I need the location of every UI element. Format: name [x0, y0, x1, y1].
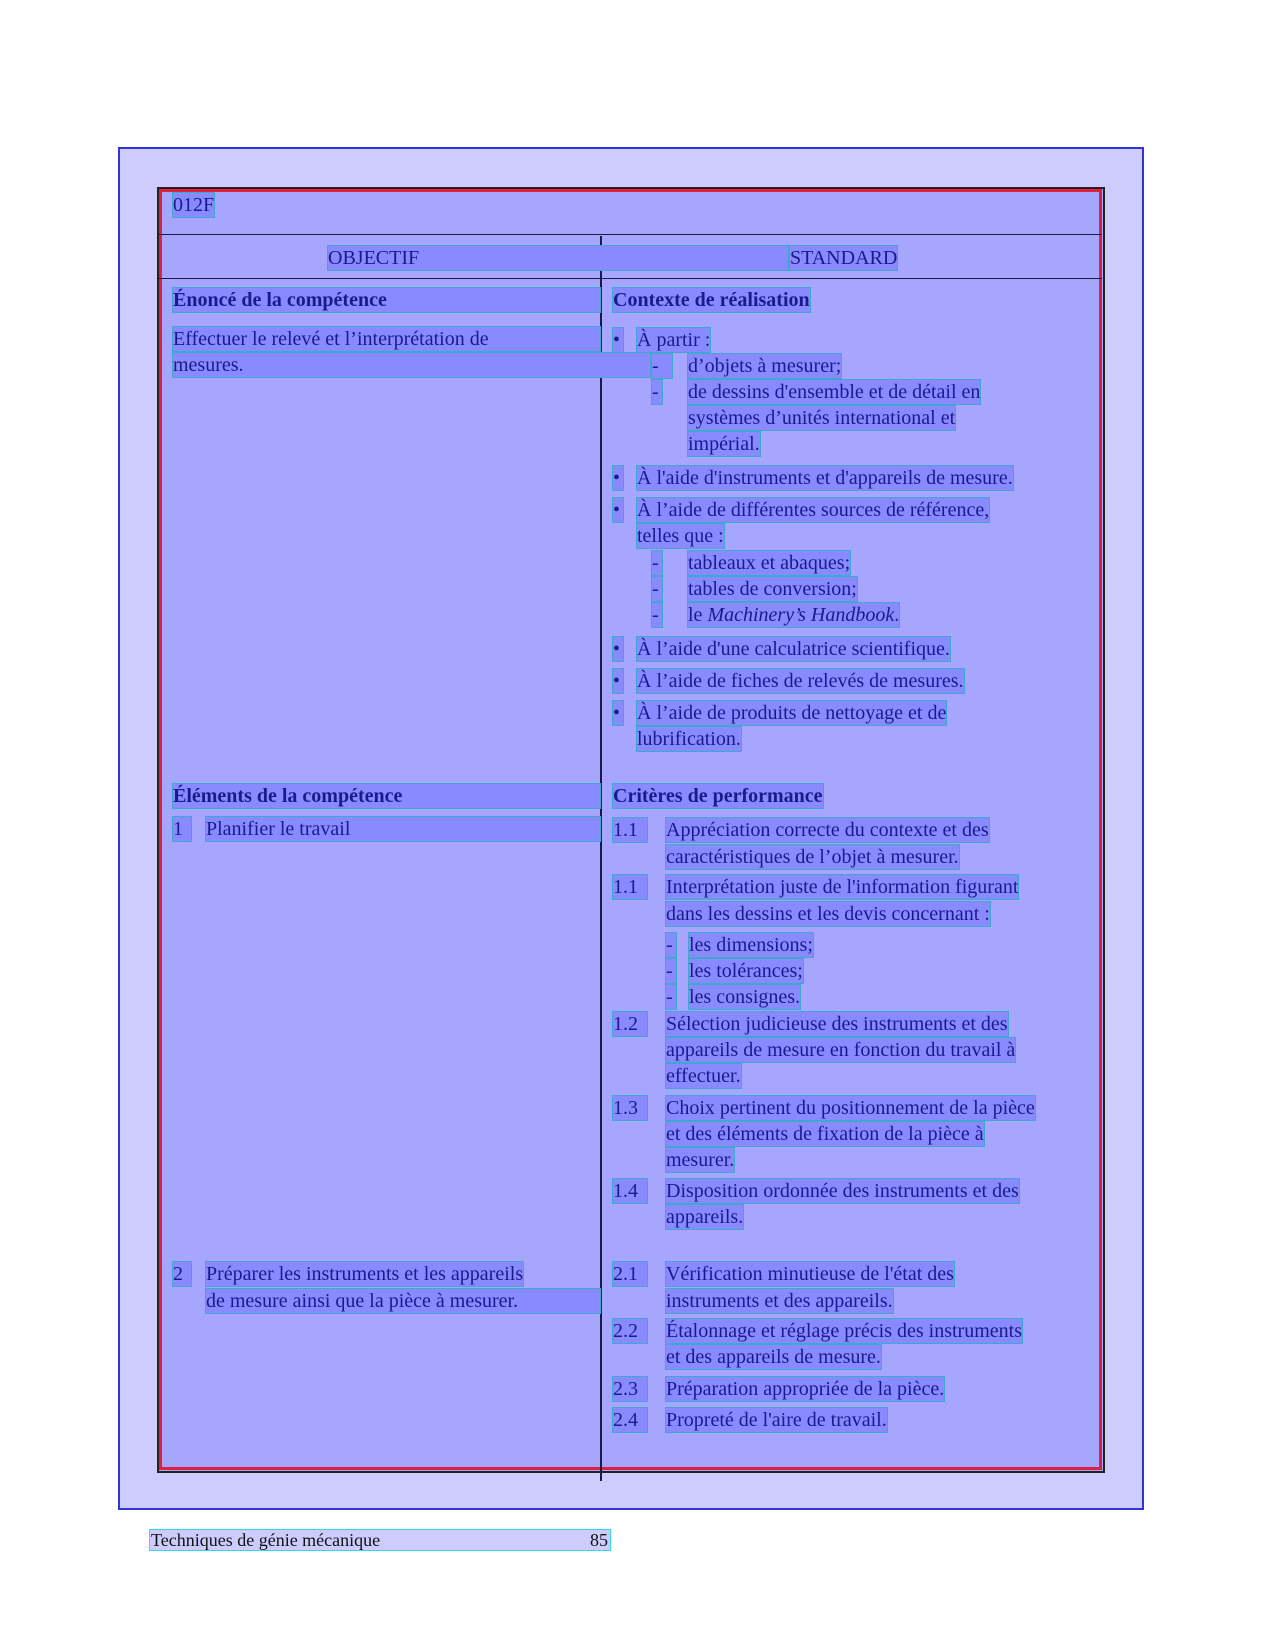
column-divider [600, 236, 602, 1481]
crit-item: les tolérances; [689, 960, 803, 982]
crit-item: Sélection judicieuse des instruments et des [666, 1013, 1008, 1035]
crit-item: Disposition ordonnée des instruments et des [666, 1180, 1019, 1202]
ctx-item: À l’aide de différentes sources de référence, [637, 499, 990, 521]
ctx-dash: - [652, 577, 662, 601]
ctx-item: impérial. [688, 433, 760, 455]
handbook-title: Machinery’s Handbook [707, 604, 895, 626]
ctx-bullet: • [613, 466, 623, 490]
crit-dash: - [666, 933, 676, 957]
element-2-line-1: Préparer les instruments et les appareils [206, 1263, 524, 1285]
ctx-item: telles que : [637, 525, 724, 547]
ctx-dash: - [652, 354, 672, 378]
crit-number: 2.3 [613, 1377, 647, 1401]
footer-title: Techniques de génie mécanique [151, 1530, 381, 1550]
ctx-bullet: • [613, 701, 623, 725]
crit-number: 1.1 [613, 818, 647, 842]
ctx-bullet: • [613, 328, 623, 352]
crit-item: appareils de mesure en fonction du travail à [666, 1039, 1016, 1061]
crit-item: dans les dessins et les devis concernant : [666, 903, 990, 925]
footer-page-number: 85 [590, 1530, 608, 1550]
crit-item: les dimensions; [689, 934, 813, 956]
crit-dash: - [666, 959, 676, 983]
element-2-number: 2 [173, 1262, 191, 1286]
crit-number: 2.2 [613, 1319, 647, 1343]
crit-number: 1.1 [613, 875, 647, 899]
crit-item: les consignes. [689, 986, 801, 1008]
competence-code: 012F [173, 194, 215, 216]
crit-number: 1.2 [613, 1012, 647, 1036]
crit-number: 1.3 [613, 1096, 647, 1120]
ctx-item: À l’aide de fiches de relevés de mesures. [637, 670, 964, 692]
crit-item: Propreté de l'aire de travail. [666, 1409, 887, 1431]
crit-item: et des appareils de mesure. [666, 1346, 881, 1368]
crit-dash: - [666, 985, 676, 1009]
ctx-item: tableaux et abaques; [688, 552, 851, 574]
criteres-title: Critères de performance [613, 785, 823, 807]
ctx-item: lubrification. [637, 728, 741, 750]
crit-item: Interprétation juste de l'information figurant [666, 876, 1019, 898]
element-2-line-2: de mesure ainsi que la pièce à mesurer. [206, 1289, 600, 1313]
enonce-line-1: Effectuer le relevé et l’interprétation de [173, 327, 600, 351]
crit-item: instruments et des appareils. [666, 1290, 893, 1312]
ctx-item: d’objets à mesurer; [688, 355, 842, 377]
ctx-item: de dessins d'ensemble et de détail en [688, 381, 981, 403]
ctx-item: tables de conversion; [688, 578, 857, 600]
element-1-text: Planifier le travail [206, 817, 600, 841]
crit-item: et des éléments de fixation de la pièce à [666, 1123, 984, 1145]
crit-item: Appréciation correcte du contexte et des [666, 819, 989, 841]
ctx-item: À l’aide d'une calculatrice scientifique. [637, 638, 950, 660]
contexte-title: Contexte de réalisation [613, 289, 810, 311]
enonce-title: Énoncé de la compétence [173, 288, 600, 312]
ctx-item: systèmes d’unités international et [688, 407, 956, 429]
crit-item: effectuer. [666, 1065, 741, 1087]
crit-number: 2.4 [613, 1408, 647, 1432]
objectif-label: OBJECTIF [328, 247, 420, 269]
crit-item: Étalonnage et réglage précis des instruments [666, 1320, 1022, 1342]
crit-item: mesurer. [666, 1149, 735, 1171]
standard-header: STANDARD [790, 247, 898, 269]
header-separator-top [159, 234, 1102, 235]
ctx-dash: - [652, 603, 662, 627]
enonce-line-2: mesures. [173, 353, 650, 377]
crit-item: caractéristiques de l’objet à mesurer. [666, 846, 959, 868]
elements-title: Éléments de la compétence [173, 784, 600, 808]
element-1-number: 1 [173, 817, 191, 841]
ctx-bullet: • [613, 669, 623, 693]
crit-item: appareils. [666, 1206, 744, 1228]
objectif-header [328, 246, 788, 270]
ctx-item: À l’aide de produits de nettoyage et de [637, 702, 947, 724]
crit-item: Vérification minutieuse de l'état des [666, 1263, 954, 1285]
ctx-bullet: • [613, 498, 623, 522]
crit-item: Choix pertinent du positionnement de la pièce [666, 1097, 1035, 1119]
header-separator-bottom [159, 278, 1102, 279]
crit-item: Préparation appropriée de la pièce. [666, 1378, 945, 1400]
crit-number: 1.4 [613, 1179, 647, 1203]
ctx-dash: - [652, 551, 662, 575]
ctx-bullet: • [613, 637, 623, 661]
ctx-item: À l'aide d'instruments et d'appareils de mesure. [637, 467, 1013, 489]
ctx-item: À partir : [637, 329, 711, 351]
crit-number: 2.1 [613, 1262, 647, 1286]
ctx-item-handbook: le Machinery’s Handbook. [688, 604, 900, 626]
ctx-dash: - [652, 380, 662, 404]
